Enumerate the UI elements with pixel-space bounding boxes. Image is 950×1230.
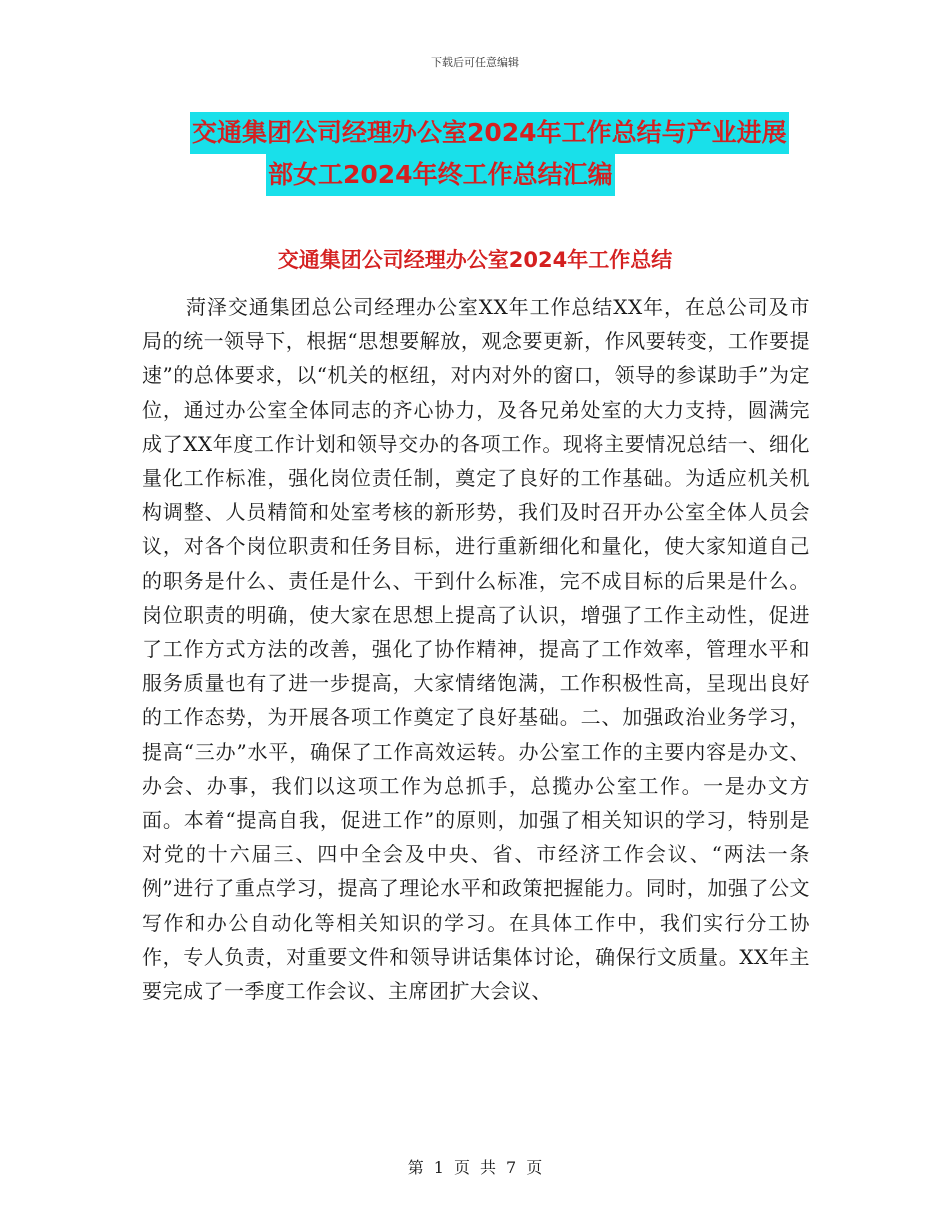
page-footer (0, 1155, 950, 1178)
footer-total-prefix: 共 (480, 1158, 497, 1177)
body-paragraph: 菏泽交通集团总公司经理办公室XX年工作总结XX年，在总公司及市局的统一领导下，根据“思想要解放，观念要更新，作风要转变，工作要提速”的总体要求，以“机关的枢纽，对内对外的窗口，领导的参谋助手”为定位，通过办公室全体同志的齐心协力，及各兄弟处室的大力支持，圆满完成了XX年度工作计划和领导交办的各项工作。现将主要情况总结一、细化量化工作标准，强化岗位责任制，奠定了良好的工作基础。为适应机关机构调整、人员精简和处室考核的新形势，我们及时召开办公室全体人员会议，对各个岗位职责和任务目标，进行重新细化和量化，使大家知道自己的职务是什么、责任是什么、干到什么标准，完不成目标的后果是什么。岗位职责的明确，使大家在思想上提高了认识，增强了工作主动性，促进了工作方式方法的改善，强化了协作精神，提高了工作效率，管理水平和服务质量也有了进一步提高，大家情绪饱满，工作积极性高，呈现出良好的工作态势，为开展各项工作奠定了良好基础。二、加强政治业务学习，提高“三办”水平，确保了工作高效运转。办公室工作的主要内容是办文、办会、办事，我们以这项工作为总抓手，总揽办公室工作。一是办文方面。本着“提高自我，促进工作”的原则，加强了相关知识的学习，特别是对党的十六届三、四中全会及中央、省、市经济工作会议、“两法一条例”进行了重点学习，提高了理论水平和政策把握能力。同时，加强了公文写作和办公自动化等相关知识的学习。在具体工作中，我们实行分工协作，专人负责，对重要文件和领导讲话集体讨论，确保行文质量。XX年主要完成了一季度工作会议、主席团扩大会议、 (142, 295, 810, 1004)
footer-current-page: 1 (433, 1158, 444, 1177)
footer-total-unit: 页 (526, 1158, 543, 1177)
footer-total-pages: 7 (506, 1158, 517, 1177)
footer-page-unit: 页 (453, 1158, 470, 1177)
title-line-2: 部女工2024年终工作总结汇编 (266, 154, 615, 196)
section-heading: 交通集团公司经理办公室2024年工作总结 (277, 248, 673, 272)
download-note: 下载后可任意编辑 (431, 56, 519, 69)
footer-prefix: 第 (407, 1158, 424, 1177)
title-line-1: 交通集团公司经理办公室2024年工作总结与产业进展 (190, 112, 789, 154)
document-title (190, 112, 830, 196)
